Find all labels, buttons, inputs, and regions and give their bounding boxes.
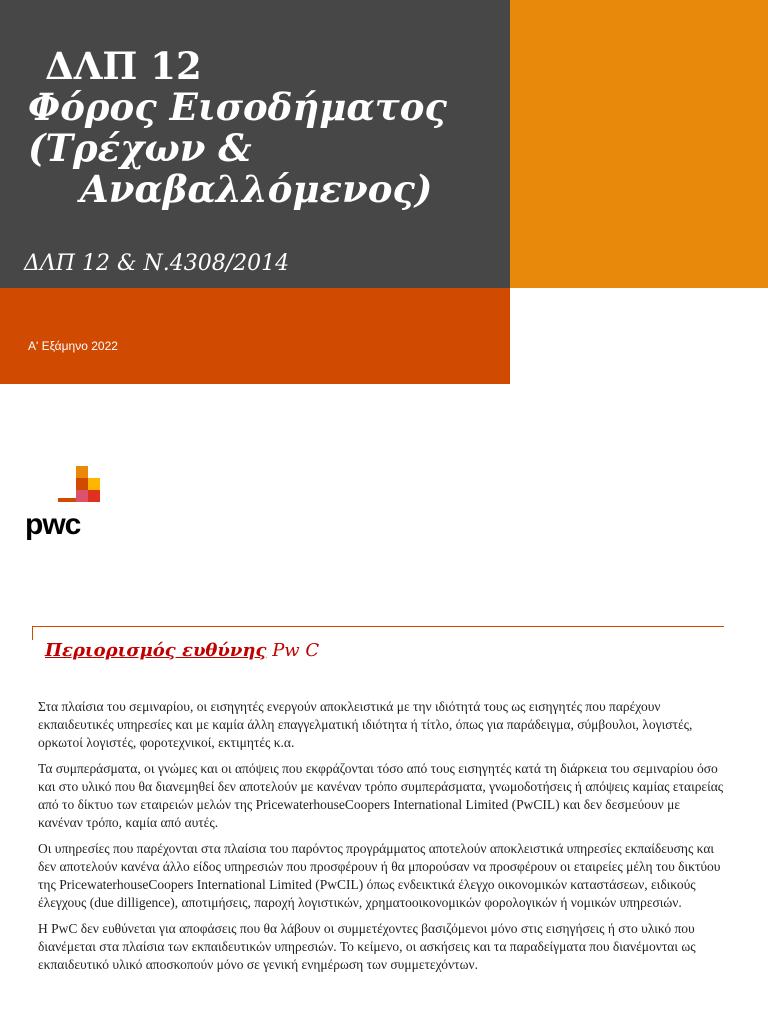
disclaimer-body bbox=[38, 698, 728, 982]
disclaimer-heading-suffix: Pw C bbox=[266, 640, 320, 661]
document-subtitle: ΔΛΠ 12 & Ν.4308/2014 bbox=[24, 251, 290, 276]
title-line-3: (Τρέχων & bbox=[28, 126, 252, 170]
pwc-logo-text: pwc bbox=[25, 508, 81, 541]
disclaimer-paragraph: Τα συμπεράσματα, οι γνώμες και οι απόψεις που εκφράζονται τόσο από τους εισηγητές κατά τη διάρκεια του σεμιναρίου όσο και στο υλικό που θα διανεμηθεί δεν αποτελούν με κανέναν τρόπο συμπεράσματα, γνωμοδοτήσεις ή απόψεις καμίας εταιρείας από το δίκτυο των εταιρειών μελών της PricewaterhouseCoopers International Limited (PwCIL) και δεν δεσμεύουν με κανέναν τρόπο, καμία από αυτές. bbox=[38, 761, 724, 830]
semester-label: Α' Εξάμηνο 2022 bbox=[28, 339, 118, 353]
disclaimer-divider-tick bbox=[32, 626, 33, 640]
disclaimer-divider bbox=[32, 626, 724, 627]
document-title bbox=[28, 46, 447, 210]
title-line-2: Φόρος Εισοδήματος bbox=[28, 85, 447, 129]
pwc-logo bbox=[24, 466, 104, 546]
disclaimer-paragraph: Η PwC δεν ευθύνεται για αποφάσεις που θα λάβουν οι συμμετέχοντες βασιζόμενοι μόνο στις εισηγήσεις ή στο υλικό που διανέμεται στα πλαίσια των εκπαιδευτικών υπηρεσιών. Το κείμενο, οι ασκήσεις και τα παραδείγματα που διανέμονται ως εκπαιδευτικό υλικό αποσκοπούν μόνο σε γενική ενημέρωση των συμμετεχόντων. bbox=[38, 921, 696, 972]
pwc-logo-mark-icon bbox=[24, 466, 104, 508]
disclaimer-paragraph: Οι υπηρεσίες που παρέχονται στα πλαίσια του παρόντος προγράμματος αποτελούν αποκλειστικά υπηρεσίες εκπαίδευσης και δεν αποτελούν κανένα άλλο είδος υπηρεσιών που προσφέρουν ή θα μπορούσαν να προσφέρουν οι εταιρείες μέλη του δικτύου της PricewaterhouseCoopers International Limited (PwCIL) όπως ενδεικτικά έλεγχο οικονομικών καταστάσεων, ειδικούς έλεγχους (due dilligence), αποτιμήσεις, παροχή λογιστικών, χρηματοοικονομικών φορολογικών ή νομικών υπηρεσιών. bbox=[38, 841, 721, 910]
title-line-4: Αναβαλλόμενος) bbox=[80, 167, 433, 211]
orange-accent-block bbox=[510, 0, 768, 288]
disclaimer-heading bbox=[45, 640, 319, 661]
disclaimer-heading-main: Περιορισμός ευθύνης bbox=[45, 640, 267, 661]
disclaimer-paragraph: Στα πλαίσια του σεμιναρίου, οι εισηγητές ενεργούν αποκλειστικά με την ιδιότητά τους ως εισηγητές που παρέχουν εκπαιδευτικές υπηρεσίες και με καμία άλλη επαγγελματική ιδιότητα ή τίτλο, όπως για παράδειγμα, σύμβουλοι, λογιστές, ορκωτοί λογιστές, φοροτεχνικοί, εκτιμητές κ.α. bbox=[38, 699, 693, 750]
title-line-1: ΔΛΠ 12 bbox=[45, 44, 202, 88]
semester-band bbox=[0, 288, 510, 384]
